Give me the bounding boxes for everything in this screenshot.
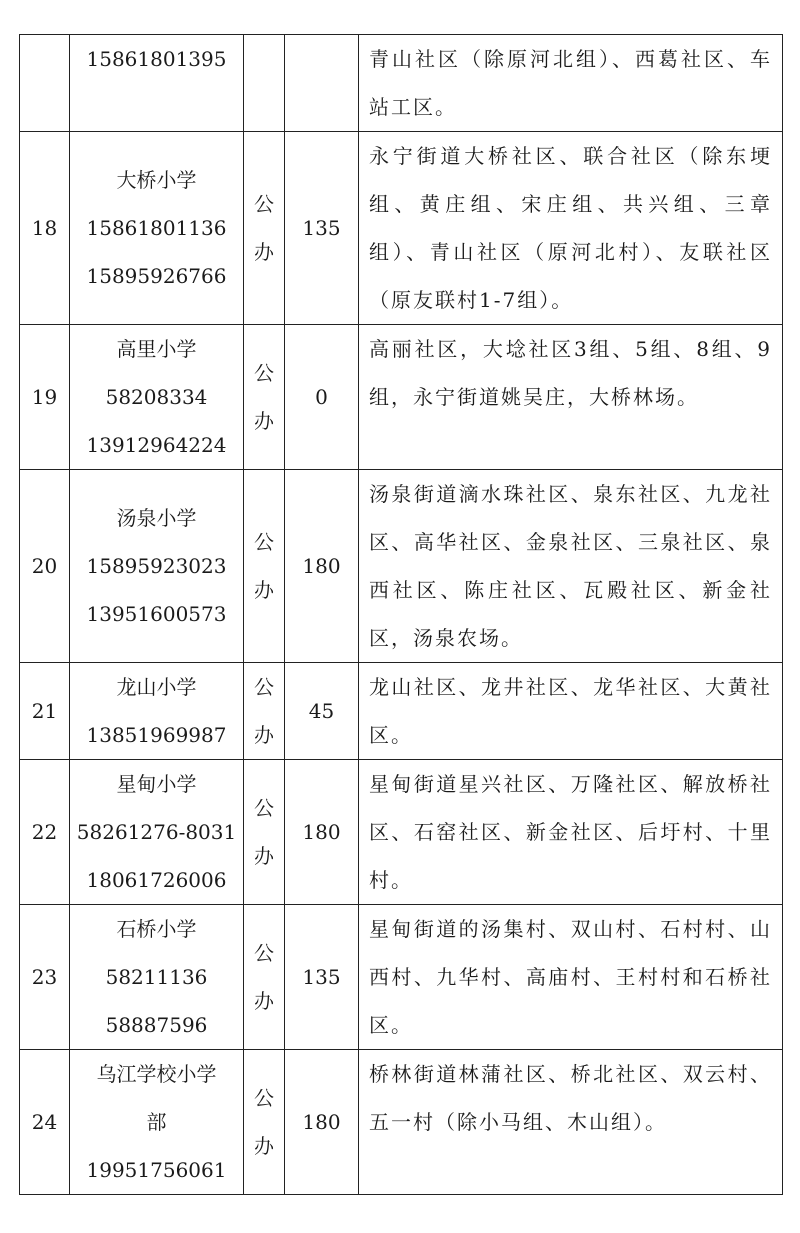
school-name-contact — [70, 760, 244, 905]
admission-area: 高丽社区，大埝社区3组、5组、8组、9组，永宁街道姚吴庄，大桥林场。 — [359, 325, 783, 470]
school-name: 星甸小学 — [116, 772, 197, 796]
school-name: 乌江学校小学 — [96, 1062, 217, 1086]
row-number: 18 — [20, 132, 70, 325]
school-type-char: 办 — [254, 578, 274, 602]
table-row — [20, 325, 783, 470]
row-number — [20, 35, 70, 132]
table-row — [20, 470, 783, 663]
enrollment-count: 180 — [285, 470, 359, 663]
school-type-char: 办 — [254, 240, 274, 264]
school-phone: 15895923023 — [86, 554, 227, 578]
enrollment-count — [285, 35, 359, 132]
school-type — [244, 760, 285, 905]
admission-area: 桥林街道林蒲社区、桥北社区、双云村、五一村（除小马组、木山组）。 — [359, 1050, 783, 1195]
school-name-contact — [70, 35, 244, 132]
school-type — [244, 132, 285, 325]
row-number: 21 — [20, 663, 70, 760]
row-number: 24 — [20, 1050, 70, 1195]
enrollment-count: 180 — [285, 760, 359, 905]
enrollment-count: 180 — [285, 1050, 359, 1195]
school-name-contact — [70, 325, 244, 470]
row-number: 20 — [20, 470, 70, 663]
school-type — [244, 325, 285, 470]
school-name: 汤泉小学 — [116, 506, 197, 530]
row-number: 19 — [20, 325, 70, 470]
admission-area: 汤泉街道滴水珠社区、泉东社区、九龙社区、高华社区、金泉社区、三泉社区、泉西社区、陈庄社区、瓦殿社区、新金社区，汤泉农场。 — [359, 470, 783, 663]
table-row — [20, 760, 783, 905]
school-type-char: 公 — [254, 941, 274, 965]
school-phone: 19951756061 — [86, 1158, 227, 1182]
school-type-char: 办 — [254, 844, 274, 868]
school-type-char: 公 — [254, 192, 274, 216]
school-district-table — [19, 34, 783, 1195]
school-phone: 58887596 — [105, 1013, 208, 1037]
school-name-contact — [70, 663, 244, 760]
school-phone: 18061726006 — [86, 868, 227, 892]
school-phone: 13951600573 — [86, 602, 227, 626]
school-phone: 15861801136 — [86, 216, 227, 240]
table-row — [20, 663, 783, 760]
school-phone: 58208334 — [105, 385, 208, 409]
school-name: 龙山小学 — [116, 675, 197, 699]
row-number: 22 — [20, 760, 70, 905]
school-type-char: 办 — [254, 989, 274, 1013]
school-type-char: 办 — [254, 723, 274, 747]
enrollment-count: 135 — [285, 132, 359, 325]
admission-area: 永宁街道大桥社区、联合社区（除东埂组、黄庄组、宋庄组、共兴组、三章组）、青山社区（原河北村）、友联社区（原友联村1-7组）。 — [359, 132, 783, 325]
school-name: 石桥小学 — [116, 917, 197, 941]
school-phone: 58261276-8031 — [76, 820, 237, 844]
school-name-contact — [70, 1050, 244, 1195]
school-type-char: 办 — [254, 409, 274, 433]
school-name: 高里小学 — [116, 337, 197, 361]
school-type-char: 公 — [254, 675, 274, 699]
school-type — [244, 905, 285, 1050]
school-type — [244, 663, 285, 760]
school-name: 大桥小学 — [116, 168, 197, 192]
admission-area: 龙山社区、龙井社区、龙华社区、大黄社区。 — [359, 663, 783, 760]
school-name-contact — [70, 132, 244, 325]
school-type — [244, 1050, 285, 1195]
enrollment-count: 45 — [285, 663, 359, 760]
table-row — [20, 132, 783, 325]
school-type-char: 公 — [254, 796, 274, 820]
school-contact-line: 15861801395 — [86, 47, 227, 71]
school-name: 部 — [146, 1110, 167, 1134]
school-name-contact — [70, 470, 244, 663]
admission-area: 星甸街道的汤集村、双山村、石村村、山西村、九华村、高庙村、王村村和石桥社区。 — [359, 905, 783, 1050]
school-type — [244, 470, 285, 663]
admission-area: 青山社区（除原河北组）、西葛社区、车站工区。 — [359, 35, 783, 132]
admission-area: 星甸街道星兴社区、万隆社区、解放桥社区、石窑社区、新金社区、后圩村、十里村。 — [359, 760, 783, 905]
table-row — [20, 35, 783, 132]
school-type-char: 公 — [254, 1086, 274, 1110]
school-name-contact — [70, 905, 244, 1050]
school-type-char: 公 — [254, 361, 274, 385]
school-phone: 58211136 — [105, 965, 208, 989]
table-row — [20, 905, 783, 1050]
school-phone: 15895926766 — [86, 264, 227, 288]
enrollment-count: 135 — [285, 905, 359, 1050]
enrollment-count: 0 — [285, 325, 359, 470]
school-type-char: 公 — [254, 530, 274, 554]
school-type-char: 办 — [254, 1134, 274, 1158]
table-row — [20, 1050, 783, 1195]
school-phone: 13851969987 — [86, 723, 227, 747]
school-type — [244, 35, 285, 132]
school-phone: 13912964224 — [86, 433, 227, 457]
row-number: 23 — [20, 905, 70, 1050]
